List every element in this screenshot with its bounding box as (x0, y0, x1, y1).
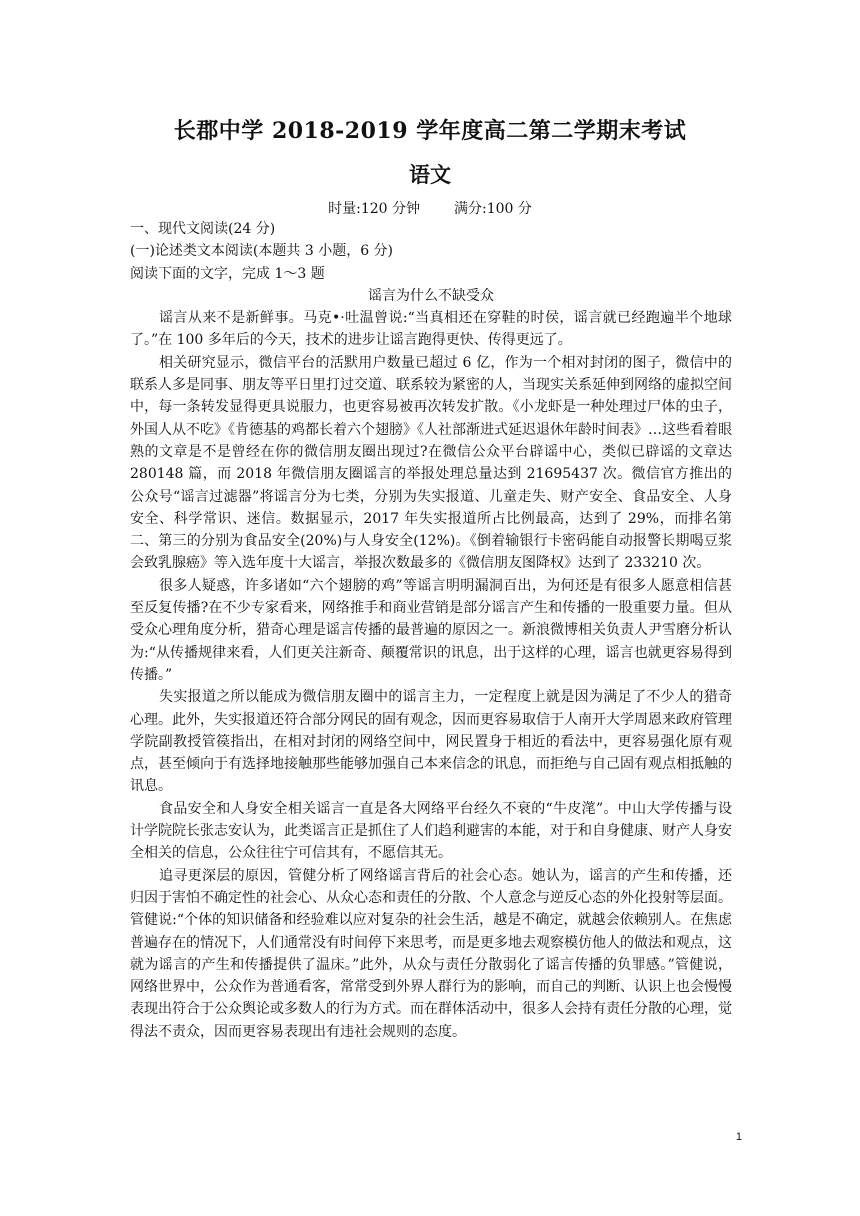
time-limit: 时量:120 分钟 (328, 201, 420, 217)
subsection-heading: (一)论述类文本阅读(本题共 3 小题，6 分) (130, 243, 394, 260)
exam-title: 长郡中学 2018-2019 学年度高二第二学期末考试 (173, 118, 687, 144)
article-paragraph: 失实报道之所以能成为微信朋友圈中的谣言主力，一定程度上就是因为满足了不少人的猎奇心理。此外，失实报道还符合部分网民的固有观念，因而更容易取信于人南开大学周恩来政府管理学院副教授管篌指出，在相对封闭的网络空间中，网民置身于相近的看法中，更容易强化原有观点，甚至倾向于有选择地接触那些能够加强自己本来信念的讯息，而拒绝与自己固有观点相抵触的讯息。 (130, 689, 732, 795)
article-title: 谣言为什么不缺受众 (368, 287, 494, 304)
subject-title: 语文 (409, 162, 451, 187)
article-paragraph: 追寻更深层的原因，管健分析了网络谣言背后的社会心态。她认为，谣言的产生和传播，还归因于害怕不确定性的社会心、从众心态和责任的分散、个人意念与逆反心态的外化投射等层面。管健说:“个体的知识储备和经验难以应对复杂的社会生活，越是不确定，就越会依赖别人。在焦虑普遍存在的情况下，人们通常没有时间停下来思考，而是更多地去观察模仿他人的做法和观点，这就为谣言的产生和传播提供了温床。”此外，从众与责任分散弱化了谣言传播的负罪感。”管健说，网络世界中，公众作为普通看客，常常受到外界人群行为的影响，而自己的判断、认识上也会慢慢表现出符合于公众舆论或多数人的行为方式。而在群体活动中，很多人会持有责任分散的心理，觉得法不责众，因而更容易表现出有违社会规则的态度。 (130, 867, 732, 1040)
exam-content (130, 218, 732, 1043)
article-paragraph: 食品安全和人身安全相关谣言一直是各大网络平台经久不衰的“牛皮滗”。中山大学传播与设计学院院长张志安认为，此类谣言正是抓住了人们趋利避害的本能，对于和自身健康、财产人身安全相关的信息，公众往往宁可信其有，不愿信其无。 (130, 800, 732, 862)
section-heading: 一、现代文阅读(24 分) (130, 221, 276, 237)
page-number: 1 (735, 1131, 742, 1143)
exam-meta (0, 198, 860, 218)
full-score: 满分:100 分 (454, 201, 532, 217)
article-paragraph: 谣言从来不是新鲜事。马克•·吐温曾说:“当真相还在穿鞋的时侯，谣言就已经跑遍半个地球了。”在 100 多年后的今天，技术的进步让谣言跑得更快、传得更远了。 (130, 310, 732, 349)
article-paragraph: 很多人疑惑，许多诸如“六个翅膀的鸡”等谣言明明漏洞百出，为何还是有很多人愿意相信甚至反复传播?在不少专家看来，网络推手和商业营销是部分谣言产生和传播的一股重要力量。但从受众心理角度分析，猎奇心理是谣言传播的最普遍的原因之一。新浪微博相关负责人尹雪磨分析认为:“从传播规律来看，人们更关注新奇、颠覆常识的讯息，出于这样的心理，谣言也就更容易得到传播。” (130, 577, 732, 683)
reading-instruction: 阅读下面的文字，完成 1～3 题 (130, 265, 325, 282)
article-paragraph: 相关研究显示，微信平台的活默用户数量已超过 6 亿，作为一个相对封闭的图子，微信中的联系人多是同事、朋友等平日里打过交道、联系较为紧密的人，当现实关系延伸到网络的虚拟空间中，每一条转发显得更具说服力，也更容易被再次转发扩散。《小龙虾是一种处理过尸体的虫子，外国人从不吃》《肯德基的鸡都长着六个翅膀》《人社部渐进式延迟退休年龄时间表》…这些看着眼熟的文章是不是曾经在你的微信朋友圈出现过?在微信公众平台辟谣中心，类似已辟谣的文章达 280148 篇，而 2018 年微信朋友圈谣言的举报处理总量达到 21695437 次。微信官方推出的公众号“谣言过滤器”将谣言分为七类，分别为失实报道、儿童走失、财产安全、食品安全、人身安全、科学常识、迷信。数据显示，2017 年失实报道所占比例最高，达到了 29%，而排名第二、第三的分别为食品安全(20%)与人身安全(12%)。《倒着输银行卡密码能自动报警长期喝豆浆会致乳腺癌》等入选年度十大谣言，举报次数最多的《微信朋友图降权》达到了 233210 次。 (130, 354, 732, 572)
